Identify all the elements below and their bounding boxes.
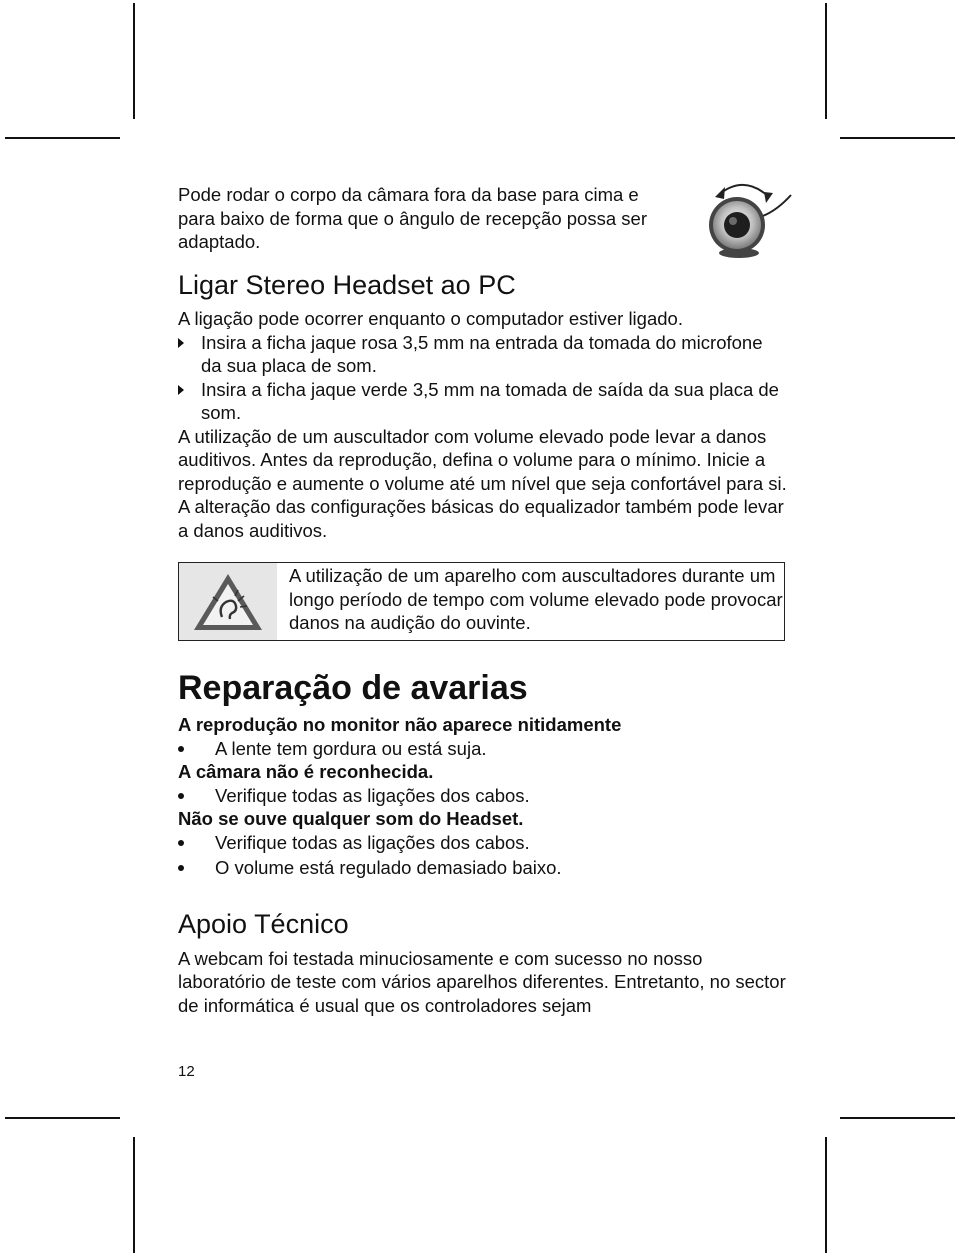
section-title-support: Apoio Técnico — [178, 908, 349, 939]
volume-note: A utilização de um auscultador com volume elevado pode levar a danos auditivos. Antes da reprodução, defina o volume para o mínimo. Inicie a reprodução e aumente o volume até um nível que seja confortável para si. A alteração das configurações básicas do equalizador também pode levar a danos auditivos. — [178, 425, 787, 541]
arrow-bullet-icon — [178, 385, 184, 395]
step-text: Insira a ficha jaque verde 3,5 mm na tomada de saída da sua placa de som. — [201, 378, 779, 423]
warning-text: A utilização de um aparelho com auscultadores durante um longo período de tempo com volume elevado pode provocar danos na audição do ouvinte. — [289, 565, 783, 633]
step-item — [178, 331, 788, 378]
hearing-warning-icon — [192, 571, 264, 633]
crop-mark — [825, 3, 827, 119]
crop-mark — [5, 1117, 120, 1119]
crop-mark — [825, 1137, 827, 1253]
crop-mark — [133, 1137, 135, 1253]
trouble-heading: A reprodução no monitor não aparece nitidamente — [178, 714, 622, 735]
arrow-bullet-icon — [178, 338, 184, 348]
intro-text: Pode rodar o corpo da câmara fora da base para cima e para baixo de forma que o ângulo de recepção possa ser adaptado. — [178, 184, 647, 252]
list-item — [178, 831, 788, 855]
bullet-dot-icon — [178, 793, 184, 799]
list-item-text: Verifique todas as ligações dos cabos. — [215, 784, 530, 806]
bullet-dot-icon — [178, 865, 184, 871]
headset-lead: A ligação pode ocorrer enquanto o computador estiver ligado. — [178, 308, 683, 329]
step-item — [178, 378, 788, 425]
list-item-text: O volume está regulado demasiado baixo. — [215, 857, 562, 878]
crop-mark — [5, 137, 120, 139]
list-item — [178, 784, 788, 808]
bullet-dot-icon — [178, 840, 184, 846]
crop-mark — [840, 1117, 955, 1119]
page-number: 12 — [178, 1063, 195, 1080]
list-item-text: A lente tem gordura ou está suja. — [215, 737, 487, 759]
bullet-dot-icon — [178, 746, 184, 752]
trouble-heading: Não se ouve qualquer som do Headset. — [178, 808, 524, 829]
page-content — [178, 183, 788, 1017]
support-text: A webcam foi testada minuciosamente e com sucesso no nosso laboratório de teste com vários aparelhos diferentes. Entretanto, no sector de informática é usual que os controladores sejam — [178, 947, 786, 1016]
section-title-troubleshooting: Reparação de avarias — [178, 669, 528, 707]
step-text: Insira a ficha jaque rosa 3,5 mm na entrada da tomada do microfone da sua placa de som. — [201, 331, 763, 376]
list-item-text: Verifique todas as ligações dos cabos. — [215, 831, 530, 853]
section-title-headset: Ligar Stereo Headset ao PC — [178, 270, 516, 300]
list-item — [178, 856, 788, 880]
intro-block — [178, 183, 788, 255]
list-item — [178, 737, 788, 761]
crop-mark — [840, 137, 955, 139]
trouble-heading: A câmara não é reconhecida. — [178, 761, 434, 782]
webcam-rotation-icon — [693, 175, 793, 261]
warning-icon-cell — [179, 563, 277, 640]
crop-mark — [133, 3, 135, 119]
warning-box — [178, 562, 785, 641]
